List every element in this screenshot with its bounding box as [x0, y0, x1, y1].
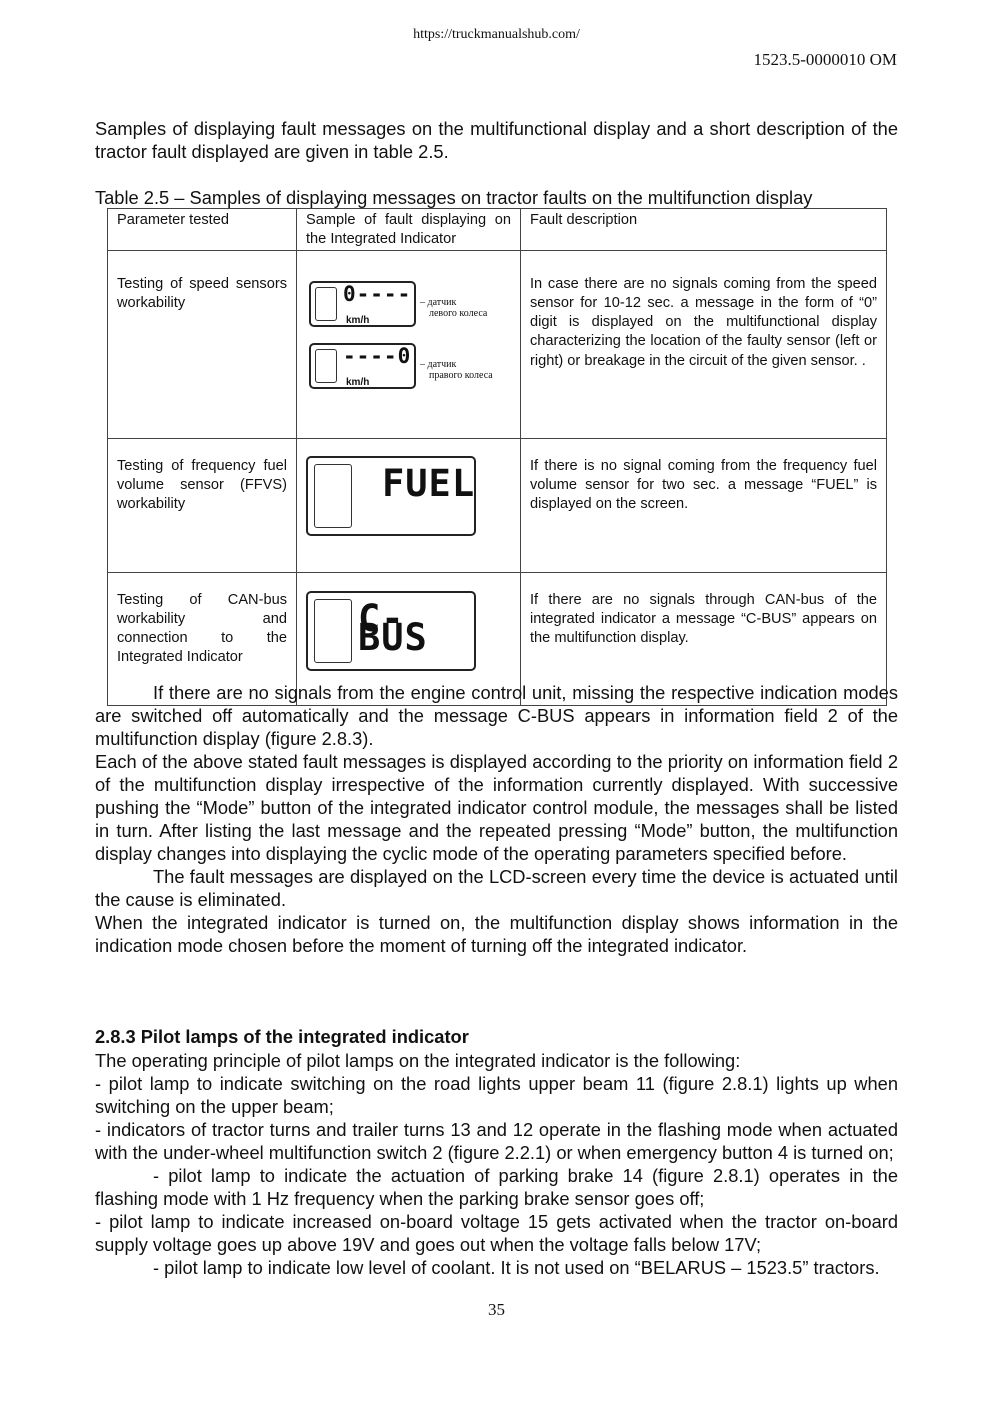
page-number: 35	[488, 1300, 505, 1319]
lcd-right-sensor	[309, 343, 416, 389]
description-cell: In case there are no signals coming from the speed sensor for 10-12 sec. a message in the form of “0” digit is displayed on the multifunctional display characterizing the location of the faulty sensor (left or right) or breakage in the circuit of the given sensor. .	[521, 250, 887, 438]
source-url: https://truckmanualshub.com/	[413, 27, 580, 42]
list-item: - pilot lamp to indicate the actuation of parking brake 14 (figure 2.8.1) operates in the flashing mode with 1 Hz frequency when the parking brake sensor goes off;	[95, 1165, 898, 1209]
section-body	[95, 1049, 898, 1279]
lcd-square	[315, 349, 337, 383]
description-cell: If there are no signals through CAN-bus of the integrated indicator a message “C-BUS” appears on the multifunction display.	[521, 572, 887, 705]
lcd-cbus	[306, 591, 476, 671]
lcd-segment-text: FUEL	[382, 461, 476, 505]
paragraph: When the integrated indicator is turned on, the multifunction display shows information in the indication mode chosen before the moment of turning off the integrated indicator.	[95, 912, 898, 956]
paragraph: Each of the above stated fault messages is displayed according to the priority on information field 2 of the multifunction display irrespective of the information currently displayed. With successive pushing the “Mode” button of the integrated indicator control module, the messages shall be listed in turn. After listing the last message and the repeated pressing “Mode” button, the multifunction display changes into displaying the cyclic mode of the operating parameters specified before.	[95, 751, 898, 864]
paragraph: The operating principle of pilot lamps on the integrated indicator is the following:	[95, 1050, 741, 1071]
header-parameter: Parameter tested	[108, 209, 297, 251]
sensor-note: – датчик правого колеса	[420, 358, 493, 381]
lcd-segment-text: 0----	[343, 281, 412, 306]
lcd-segment-text: ----0	[343, 343, 412, 368]
parameter-cell: Testing of frequency fuel volume sensor (FFVS) workability	[108, 438, 297, 572]
lcd-unit: km/h	[346, 376, 370, 388]
display-sample-cell	[297, 250, 521, 438]
display-sample-cell	[297, 438, 521, 572]
lcd-unit: km/h	[346, 314, 370, 326]
section-heading: 2.8.3 Pilot lamps of the integrated indicator	[95, 1026, 469, 1047]
paragraph: The fault messages are displayed on the LCD-screen every time the device is actuated until the cause is eliminated.	[95, 866, 898, 910]
table-header-row	[108, 209, 887, 251]
table-row	[108, 250, 887, 438]
intro-paragraph: Samples of displaying fault messages on the multifunctional display and a short description of the tractor fault displayed are given in table 2.5.	[95, 118, 898, 162]
list-item: - indicators of tractor turns and trailer turns 13 and 12 operate in the flashing mode when actuated with the under-wheel multifunction switch 2 (figure 2.2.1) or when emergency button 4 is turned on;	[95, 1119, 898, 1163]
parameter-cell: Testing of speed sensors workability	[108, 250, 297, 438]
body-text	[95, 681, 898, 957]
lcd-segment-text: C-BUS	[358, 596, 428, 659]
parameter-cell: Testing of CAN-bus workability and connection to the Integrated Indicator	[108, 572, 297, 705]
lcd-square	[314, 599, 352, 663]
description-cell: If there is no signal coming from the frequency fuel volume sensor for two sec. a message “FUEL” is displayed on the screen.	[521, 438, 887, 572]
document-number: 1523.5-0000010 OM	[753, 50, 897, 69]
lcd-square	[315, 287, 337, 321]
list-item: - pilot lamp to indicate switching on the road lights upper beam 11 (figure 2.8.1) lights up when switching on the upper beam;	[95, 1073, 898, 1117]
header-description: Fault description	[521, 209, 887, 251]
table-caption: Table 2.5 – Samples of displaying messages on tractor faults on the multifunction display	[95, 187, 813, 208]
table-row	[108, 438, 887, 572]
list-item: - pilot lamp to indicate increased on-board voltage 15 gets activated when the tractor on-board supply voltage goes up above 19V and goes out when the voltage falls below 17V;	[95, 1211, 898, 1255]
fault-table	[107, 208, 887, 706]
lcd-left-sensor	[309, 281, 416, 327]
lcd-square	[314, 464, 352, 528]
sensor-note: – датчик левого колеса	[420, 296, 488, 319]
paragraph: If there are no signals from the engine control unit, missing the respective indication modes are switched off automatically and the message C-BUS appears in information field 2 of the multifunction display (figure 2.8.3).	[95, 682, 898, 749]
header-sample: Sample of fault displaying on the Integrated Indicator	[297, 209, 521, 251]
list-item: - pilot lamp to indicate low level of coolant. It is not used on “BELARUS – 1523.5” tractors.	[153, 1257, 880, 1278]
lcd-fuel	[306, 456, 476, 536]
